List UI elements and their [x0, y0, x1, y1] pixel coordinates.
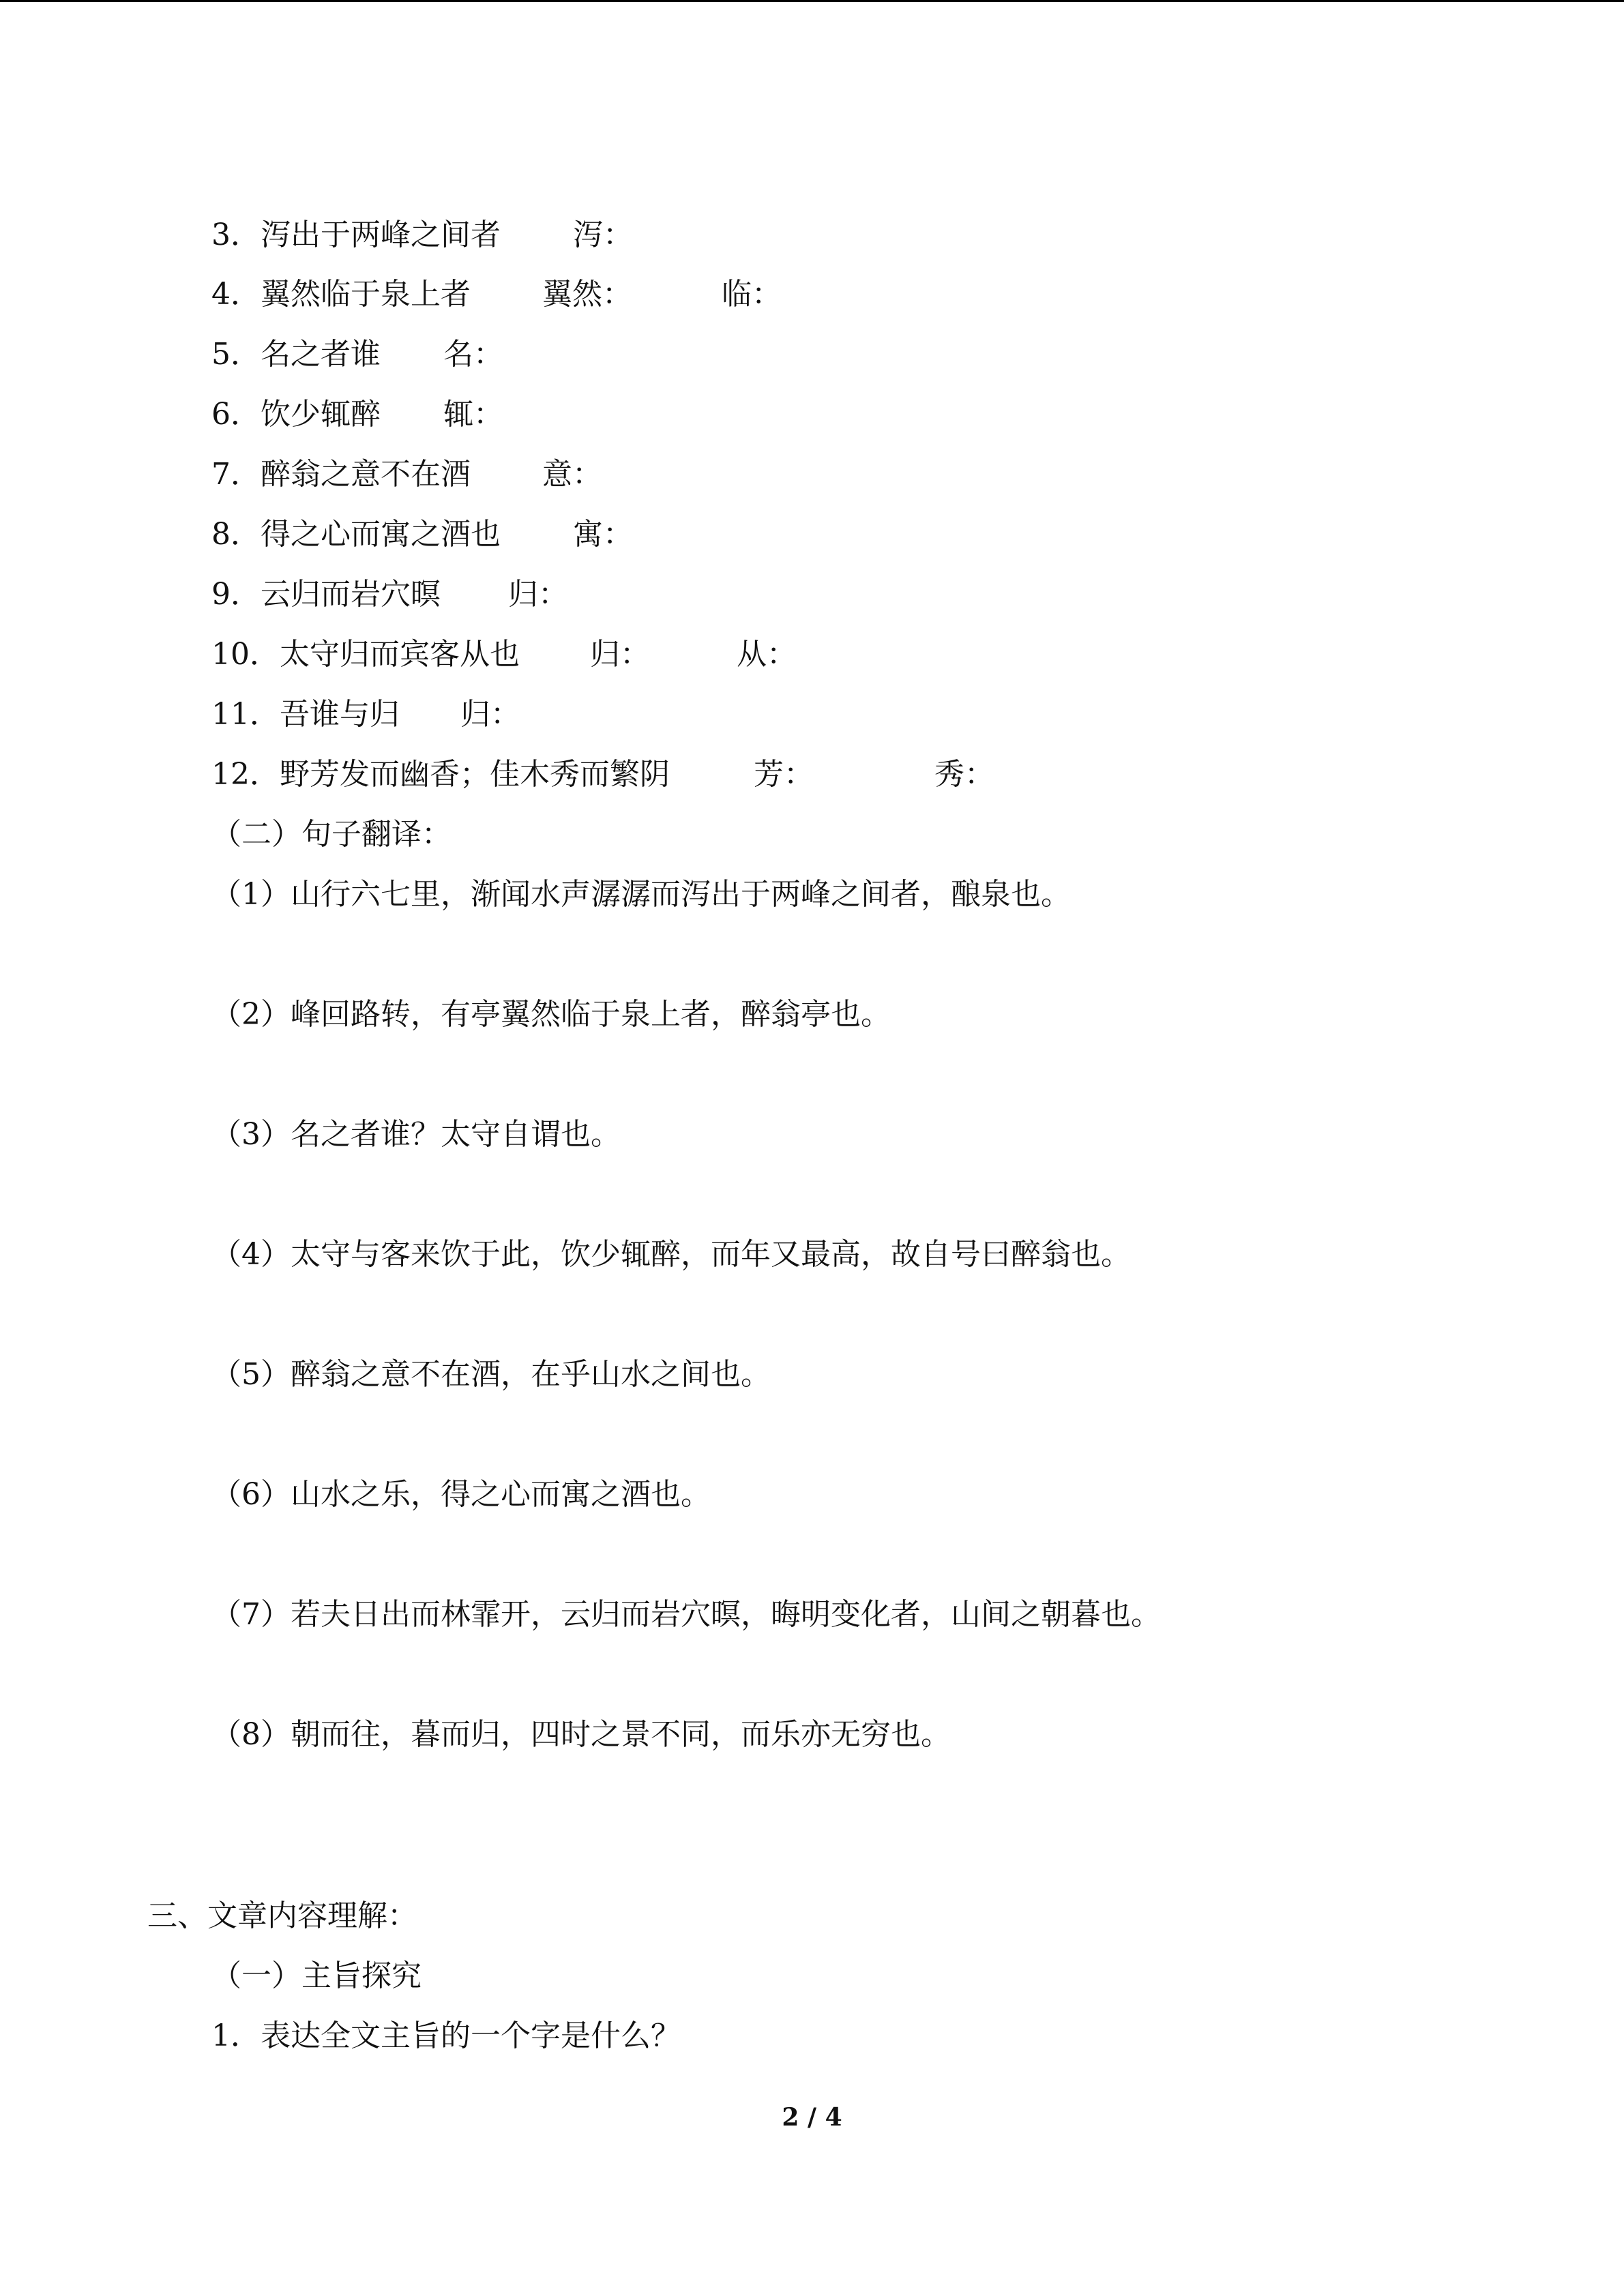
translation-sentence: （1）山行六七里，渐闻水声潺潺而泻出于两峰之间者，酿泉也。 — [211, 877, 1071, 912]
translation-sentence: （8）朝而往，暮而归，四时之景不同，而乐亦无穷也。 — [211, 1717, 951, 1752]
vocab-item-10 — [211, 634, 797, 675]
page-number: 2 / 4 — [782, 2103, 842, 2132]
vocab-phrase: 3．泻出于两峰之间者 — [211, 218, 501, 252]
vocab-item-8 — [211, 514, 633, 555]
vocab-phrase: 4．翼然临于泉上者 — [211, 277, 471, 312]
vocab-term: 临： — [722, 277, 782, 312]
vocab-phrase: 9．云归而岩穴暝 — [211, 577, 441, 612]
vocab-phrase: 8．得之心而寓之酒也 — [211, 517, 501, 552]
vocab-phrase: 5．名之者谁 — [211, 337, 381, 372]
translation-sentence: （4）太守与客来饮于此，饮少辄醉，而年又最高，故自号曰醉翁也。 — [211, 1237, 1131, 1272]
vocab-term: 芳： — [754, 757, 814, 792]
vocab-term: 归： — [590, 637, 650, 672]
vocab-item-11 — [211, 694, 520, 735]
translation-sentence: （3）名之者谁？太守自谓也。 — [211, 1117, 621, 1152]
question-1: 1．表达全文主旨的一个字是什么？ — [211, 2018, 681, 2053]
translation-heading: （二）句子翻译： — [211, 817, 452, 852]
vocab-term: 寓： — [573, 517, 633, 552]
vocab-item-5 — [211, 334, 503, 375]
vocab-item-9 — [211, 574, 568, 615]
vocab-term: 从： — [737, 637, 797, 672]
vocab-item-7 — [211, 454, 602, 495]
vocab-item-6 — [211, 394, 503, 435]
vocab-term: 泻： — [573, 218, 633, 252]
vocab-term: 翼然： — [542, 277, 632, 312]
translation-sentence: （7）若夫日出而林霏开，云归而岩穴暝，晦明变化者，山间之朝暮也。 — [211, 1597, 1161, 1632]
vocab-term: 辄： — [443, 397, 503, 432]
vocab-term: 归： — [460, 697, 520, 732]
top-border-line — [0, 0, 1624, 2]
vocab-phrase: 7．醉翁之意不在酒 — [211, 457, 471, 492]
section-subheading: （一）主旨探究 — [211, 1958, 422, 1993]
vocab-term: 归： — [508, 577, 568, 612]
vocab-phrase: 12．野芳发而幽香；佳木秀而繁阴 — [211, 757, 670, 792]
section-title: 三、文章内容理解： — [147, 1898, 417, 1933]
translation-sentence: （2）峰回路转，有亭翼然临于泉上者，醉翁亭也。 — [211, 997, 891, 1032]
translation-sentence: （6）山水之乐，得之心而寓之酒也。 — [211, 1477, 711, 1512]
vocab-phrase: 6．饮少辄醉 — [211, 397, 381, 432]
vocab-term: 意： — [542, 457, 602, 492]
vocab-term: 名： — [443, 337, 503, 372]
vocab-item-12 — [211, 754, 994, 795]
vocab-item-3 — [211, 215, 633, 256]
vocab-item-4 — [211, 274, 782, 315]
translation-sentence: （5）醉翁之意不在酒，在乎山水之间也。 — [211, 1357, 771, 1392]
vocab-phrase: 11．吾谁与归 — [211, 697, 400, 732]
vocab-phrase: 10．太守归而宾客从也 — [211, 637, 520, 672]
vocab-term: 秀： — [934, 757, 994, 792]
